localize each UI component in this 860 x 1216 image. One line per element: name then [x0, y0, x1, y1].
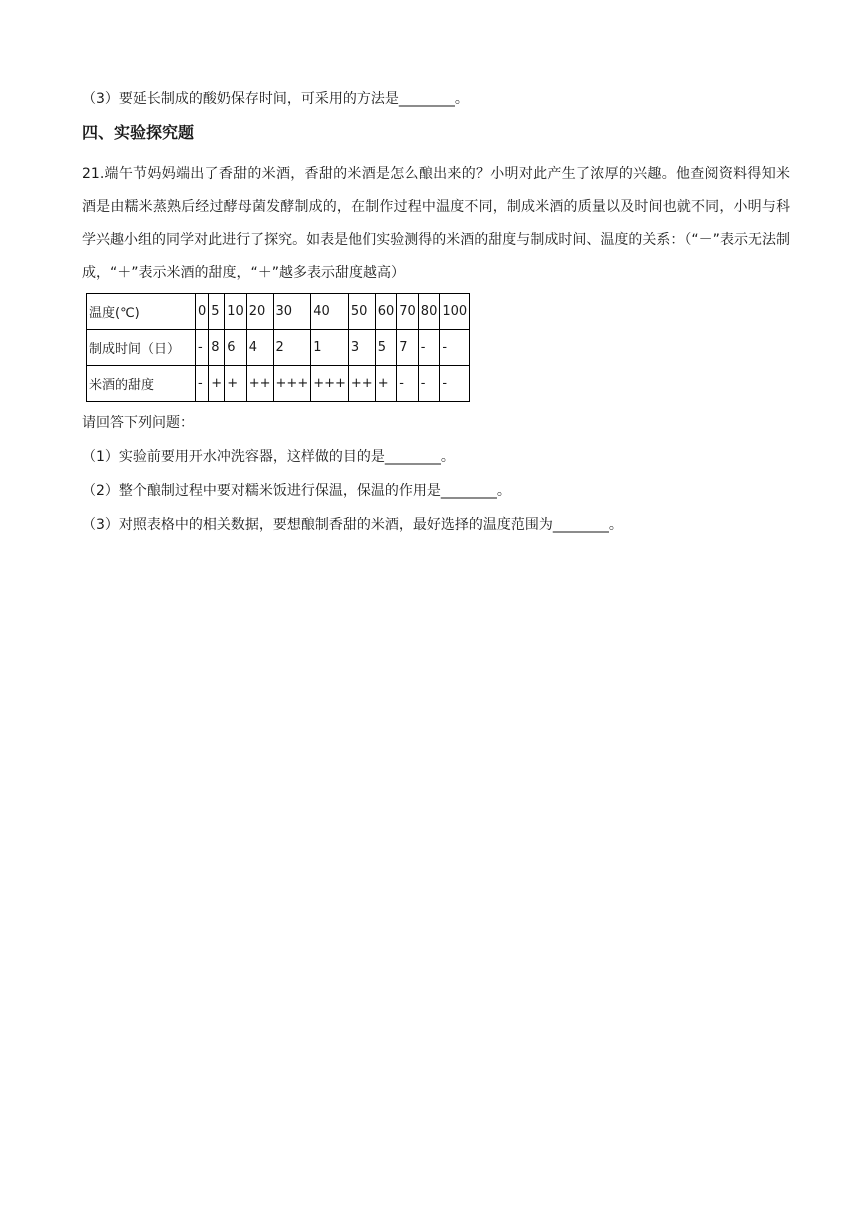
- table-cell: 60: [375, 294, 397, 330]
- table-cell: 100: [440, 294, 470, 330]
- table-cell: -: [418, 330, 440, 366]
- table-cell: +++: [311, 366, 349, 402]
- question-20-part-3: （3）要延长制成的酸奶保存时间，可采用的方法是________。: [82, 91, 469, 107]
- table-cell: 5: [375, 330, 397, 366]
- table-row-label: 制成时间（日）: [87, 330, 196, 366]
- table-cell: 30: [273, 294, 311, 330]
- question-21-intro: 21.端午节妈妈端出了香甜的米酒，香甜的米酒是怎么酿出来的？小明对此产生了浓厚的兴趣。他查阅资料得知米酒是由糯米蒸熟后经过酵母菌发酵制成的，在制作过程中温度不同，制成米酒的质量以及时间也就不同，小明与科学兴趣小组的同学对此进行了探究。如表是他们实验测得的米酒的甜度与制成时间、温度的关系：（“－”表示无法制成，“＋”表示米酒的甜度，“＋”越多表示甜度越高）: [82, 166, 790, 281]
- table-cell: 20: [246, 294, 273, 330]
- table-cell: 70: [397, 294, 419, 330]
- table-cell: ++: [348, 366, 375, 402]
- table-row-label: 米酒的甜度: [87, 366, 196, 402]
- table-cell: -: [440, 330, 470, 366]
- data-table: [86, 293, 470, 402]
- table-cell: 80: [418, 294, 440, 330]
- question-21-part-1: （1）实验前要用开水冲洗容器，这样做的目的是________。: [82, 449, 455, 465]
- table-cell: -: [196, 330, 209, 366]
- table-cell: 3: [348, 330, 375, 366]
- table-cell: 2: [273, 330, 311, 366]
- table-cell: 6: [225, 330, 247, 366]
- table-cell: +: [375, 366, 397, 402]
- table-cell: +: [209, 366, 225, 402]
- question-21-part-2: （2）整个酿制过程中要对糯米饭进行保温，保温的作用是________。: [82, 483, 511, 499]
- table-cell: -: [418, 366, 440, 402]
- table-cell: 7: [397, 330, 419, 366]
- table-cell: -: [397, 366, 419, 402]
- table-row-temperature: [87, 294, 470, 330]
- table-cell: 1: [311, 330, 349, 366]
- table-cell: -: [440, 366, 470, 402]
- table-cell: 0: [196, 294, 209, 330]
- table-row-label: 温度(℃): [87, 294, 196, 330]
- table-cell: 5: [209, 294, 225, 330]
- table-cell: +++: [273, 366, 311, 402]
- table-cell: +: [225, 366, 247, 402]
- table-cell: -: [196, 366, 209, 402]
- table-cell: 10: [225, 294, 247, 330]
- table-cell: 50: [348, 294, 375, 330]
- answer-prompt: 请回答下列问题：: [82, 415, 194, 431]
- table-row-time: [87, 330, 470, 366]
- table-row-sweetness: [87, 366, 470, 402]
- table-cell: ++: [246, 366, 273, 402]
- table-cell: 40: [311, 294, 349, 330]
- table-cell: 4: [246, 330, 273, 366]
- section-title: 四、实验探究题: [82, 123, 195, 142]
- question-21-part-3: （3）对照表格中的相关数据，要想酿制香甜的米酒，最好选择的温度范围为________。: [82, 517, 623, 533]
- table-cell: 8: [209, 330, 225, 366]
